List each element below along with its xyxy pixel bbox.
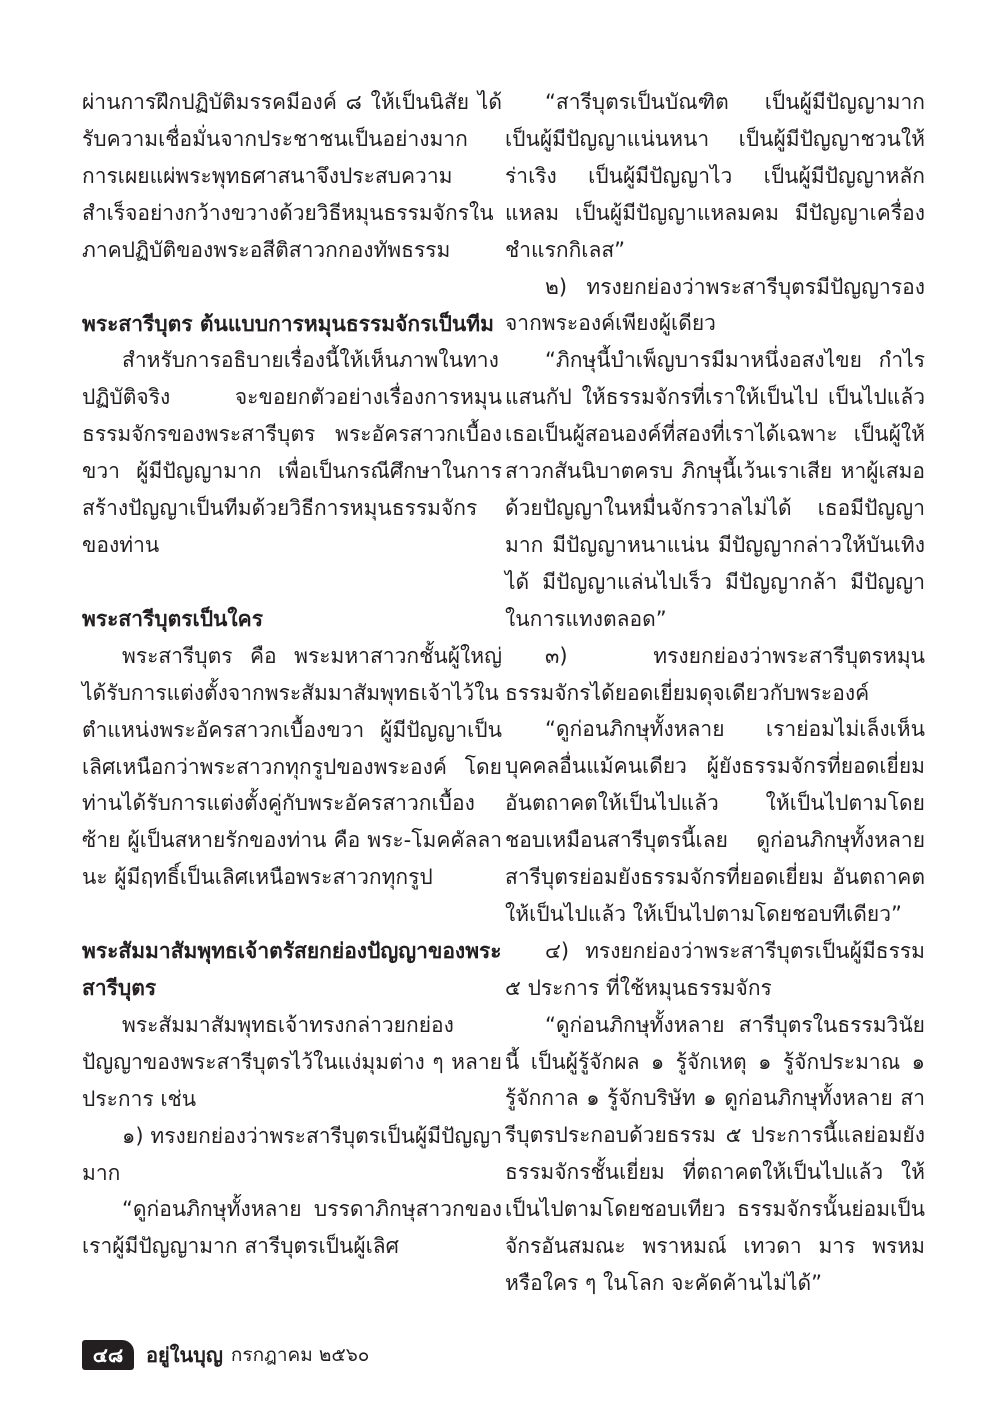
quote-paragraph: “สารีบุตรเป็นบัณฑิต เป็นผู้มีปัญญามาก เป็นผู้มีปัญญาแน่นหนา เป็นผู้มีปัญญาชวนให้ร่าเริง เป็นผู้มีปัญญาไว เป็นผู้มีปัญญาหลักแหลม เป็นผู้มีปัญญาแหลมคม มีปัญญาเครื่องชำแรกกิเลส” [505,90,925,262]
section-heading: พระสารีบุตร ต้นแบบการหมุนธรรมจักรเป็นทีม [82,311,494,336]
spacer [82,896,502,933]
paragraph: พระสัมมาสัมพุทธเจ้าทรงกล่าวยกย่องปัญญาของพระสารีบุตรไว้ในแง่มุมต่าง ๆ หลายประการ เช่น [82,1012,502,1111]
quote-paragraph: “ดูก่อนภิกษุทั้งหลาย เราย่อมไม่เล็งเห็นบุคคลอื่นแม้คนเดียว ผู้ยังธรรมจักรที่ยอดเยี่ยมอันตถาคตให้เป็นไปแล้ว ให้เป็นไปตามโดยชอบเหมือนสารีบุตรนี้เลย ดูก่อนภิกษุทั้งหลาย สารีบุตรย่อมยังธรรมจักรที่ยอดเยี่ยม อันตถาคตให้เป็นไปแล้ว ให้เป็นไปตามโดยชอบทีเดียว” [505,717,925,926]
issue-date: กรกฎาคม ๒๕๖๐ [230,1344,370,1366]
intro-paragraph: ผ่านการฝึกปฏิบัติมรรคมีองค์ ๘ ให้เป็นนิสัย ได้รับความเชื่อมั่นจากประชาชนเป็นอย่างมาก การเผยแผ่พระพุทธศาสนาจึงประสบความสำเร็จอย่างกว้างขวางด้วยวิธีหมุนธรรมจักรในภาคปฏิบัติของพระอสีติสาวกกองทัพธรรม [82,90,502,262]
page-footer [82,1338,369,1372]
quote-paragraph: “ภิกษุนี้บำเพ็ญบารมีมาหนึ่งอสงไขย กำไรแสนกัป ให้ธรรมจักรที่เราให้เป็นไป เป็นไปแล้ว เธอเป็นผู้สอนองค์ที่สองที่เราได้เฉพาะ เป็นผู้ให้สาวกสันนิบาตครบ ภิกษุนี้เว้นเราเสีย หาผู้เสมอด้วยปัญญาในหมื่นจักรวาลไม่ได้ เธอมีปัญญามาก มีปัญญาหนาแน่น มีปัญญากล่าวให้บันเทิงได้ มีปัญญาแล่นไปเร็ว มีปัญญากล้า มีปัญญาในการแทงตลอด” [505,348,925,631]
spacer [82,564,502,601]
numbered-point: ๑) ทรงยกย่องว่าพระสารีบุตรเป็นผู้มีปัญญามาก [82,1123,502,1185]
paragraph: สำหรับการอธิบายเรื่องนี้ให้เห็นภาพในทางปฏิบัติจริง จะขอยกตัวอย่างเรื่องการหมุนธรรมจักรของพระสารีบุตร พระอัครสาวกเบื้องขวา ผู้มีปัญญามาก เพื่อเป็นกรณีศึกษาในการสร้างปัญญาเป็นทีมด้วยวิธีการหมุนธรรมจักรของท่าน [82,348,502,557]
right-column [505,84,925,1302]
left-column [82,84,502,1265]
section-heading: พระสัมมาสัมพุทธเจ้าตรัสยกย่องปัญญาของพระสารีบุตร [82,939,502,1001]
quote-paragraph: “ดูก่อนภิกษุทั้งหลาย สารีบุตรในธรรมวินัยนี้ เป็นผู้รู้จักผล ๑ รู้จักเหตุ ๑ รู้จักประมาณ ๑ รู้จักกาล ๑ รู้จักบริษัท ๑ ดูก่อนภิกษุทั้งหลาย สารีบุตรประกอบด้วยธรรม ๕ ประการนี้แลย่อมยังธรรมจักรชั้นเยี่ยม ที่ตถาคตให้เป็นไปแล้ว ให้เป็นไปตามโดยชอบเทียว ธรรมจักรนั้นย่อมเป็นจักรอันสมณะ พราหมณ์ เทวดา มาร พรหม หรือใคร ๆ ในโลก จะคัดค้านไม่ได้” [505,1012,925,1295]
magazine-title: อยู่ในบุญ [146,1343,223,1367]
numbered-point: ๒) ทรงยกย่องว่าพระสารีบุตรมีปัญญารองจากพระองค์เพียงผู้เดียว [505,274,925,336]
spacer [82,269,502,306]
numbered-point: ๔) ทรงยกย่องว่าพระสารีบุตรเป็นผู้มีธรรม ๕ ประการ ที่ใช้หมุนธรรมจักร [505,938,925,1000]
page-number: ๔๘ [82,1340,134,1370]
quote-paragraph: “ดูก่อนภิกษุทั้งหลาย บรรดาภิกษุสาวกของเราผู้มีปัญญามาก สารีบุตรเป็นผู้เลิศ [82,1197,502,1259]
numbered-point: ๓) ทรงยกย่องว่าพระสารีบุตรหมุนธรรมจักรได้ยอดเยี่ยมดุจเดียวกับพระองค์ [505,643,925,705]
paragraph: พระสารีบุตร คือ พระมหาสาวกชั้นผู้ใหญ่ ได้รับการแต่งตั้งจากพระสัมมาสัมพุทธเจ้าไว้ในตำแหน่งพระอัครสาวกเบื้องขวา ผู้มีปัญญาเป็นเลิศเหนือกว่าพระสาวกทุกรูปของพระองค์ โดยท่านได้รับการแต่งตั้งคู่กับพระอัครสาวกเบื้องซ้าย ผู้เป็นสหายรักของท่าน คือ พระ-โมคคัลลานะ ผู้มีฤทธิ์เป็นเลิศเหนือพระสาวกทุกรูป [82,643,502,890]
section-heading: พระสารีบุตรเป็นใคร [82,606,263,631]
